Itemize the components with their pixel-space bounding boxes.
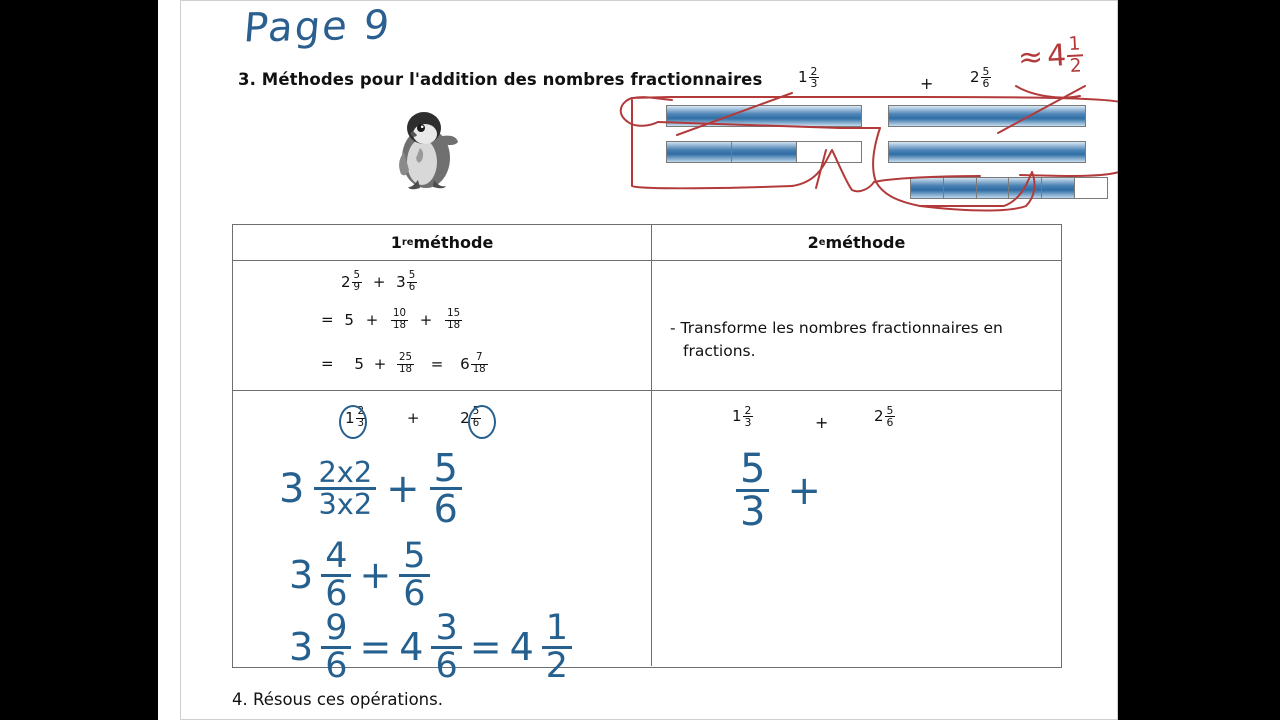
header-cell-method1 <box>233 225 652 260</box>
hw-operator: + <box>386 465 420 512</box>
fraction-numerator: 3 <box>435 608 458 648</box>
work-right-operator: + <box>815 413 829 432</box>
methods-table <box>232 224 1062 686</box>
fraction-denominator: 18 <box>472 363 486 375</box>
method1-step-3 <box>321 353 488 375</box>
fraction-denominator: 3 <box>744 416 752 430</box>
fraction-numerator: 2 <box>744 404 752 417</box>
worksheet-page <box>180 0 1118 720</box>
method2-ordinal-suffix: e <box>818 237 826 248</box>
instruction-line-2: fractions. <box>683 342 756 361</box>
table-work-row <box>233 391 1061 686</box>
fraction-numerator: 4 <box>325 536 348 576</box>
mixed-whole: 6 <box>460 354 470 373</box>
fraction-denominator: 6 <box>321 646 351 684</box>
fraction <box>809 66 820 90</box>
hw-fraction <box>542 608 572 686</box>
fraction-denominator: 6 <box>408 281 416 293</box>
hw-equals: = <box>469 625 502 670</box>
fraction-numerator: 2x2 <box>318 455 373 490</box>
hw-operator: + <box>359 553 392 598</box>
bar-cell <box>1042 178 1075 198</box>
operator: + <box>406 408 420 427</box>
hw-fraction <box>314 455 376 521</box>
operator: + <box>419 310 433 329</box>
bar-cell <box>977 178 1010 198</box>
work-right-hw-line-1 <box>736 446 821 535</box>
fraction <box>391 309 408 331</box>
fraction <box>981 66 992 90</box>
bar-cell <box>1009 178 1042 198</box>
fraction-numerator: 7 <box>475 352 483 363</box>
fraction <box>471 353 488 375</box>
fraction-bar-diagrams <box>666 105 1106 205</box>
hw-fraction <box>321 608 351 686</box>
bar-cell <box>732 142 797 162</box>
method2-word: méthode <box>825 233 906 252</box>
fraction-numerator: 25 <box>399 352 413 363</box>
mixed-whole: 4 <box>1046 37 1068 74</box>
hw-fraction <box>430 446 462 531</box>
whole-term: 5 <box>344 310 354 329</box>
blue-circle-whole-1 <box>339 405 367 439</box>
hw-equals: = <box>359 625 392 670</box>
top-expression-right-term <box>970 66 991 90</box>
mixed-whole: 2 <box>341 272 351 291</box>
instruction-line-1: - Transforme les nombres fractionnaires en <box>670 319 1003 337</box>
method1-title <box>233 225 651 260</box>
work-cell-left <box>233 391 652 686</box>
hw-operator: + <box>787 467 821 514</box>
fraction-numerator: 5 <box>472 406 480 417</box>
fraction <box>885 405 896 429</box>
mixed-whole: 2 <box>970 68 980 87</box>
operator: + <box>373 354 387 373</box>
blue-circle-whole-2 <box>468 405 496 439</box>
fraction-numerator: 1 <box>545 608 568 648</box>
fraction-numerator: 15 <box>447 308 461 319</box>
bar-whole <box>888 105 1086 127</box>
equals-sign: = <box>430 354 444 373</box>
fraction-denominator: 3x2 <box>314 487 376 519</box>
mixed-whole: 2 <box>460 408 470 427</box>
bar-thirds <box>666 141 862 163</box>
fraction-numerator: 2 <box>810 65 818 78</box>
equals-sign: = <box>321 310 334 329</box>
whole-term: 5 <box>354 354 364 373</box>
fraction <box>397 353 414 375</box>
fraction <box>352 271 362 293</box>
fraction-denominator: 2 <box>542 646 572 684</box>
table-header-row <box>233 225 1061 261</box>
method2-title <box>652 225 1061 260</box>
fraction-numerator: 5 <box>353 270 361 281</box>
bar-cell <box>667 106 861 126</box>
fraction-denominator: 6 <box>399 574 429 612</box>
equals-sign: = <box>321 354 334 373</box>
method1-number: 1 <box>390 233 402 252</box>
method2-instruction <box>670 317 1045 364</box>
mixed-whole: 3 <box>396 272 406 291</box>
bar-cell <box>911 178 944 198</box>
hw-fraction <box>321 536 351 614</box>
letterbox-left <box>0 0 158 720</box>
approx-symbol: ≈ <box>1017 39 1045 76</box>
fraction <box>743 405 754 429</box>
hw-fraction <box>431 608 461 686</box>
work-right-printed-expression <box>652 391 1061 666</box>
fraction <box>407 271 417 293</box>
bar-cell <box>944 178 977 198</box>
fraction-numerator: 10 <box>393 308 407 319</box>
bar-cell <box>889 106 1085 126</box>
method1-word: méthode <box>413 233 494 252</box>
fraction-denominator: 3 <box>357 417 365 429</box>
fraction-numerator: 9 <box>325 608 348 648</box>
fraction-denominator: 2 <box>1067 54 1084 76</box>
hw-whole: 4 <box>509 625 534 670</box>
work-left-hw-line-1 <box>279 446 462 531</box>
fraction-denominator: 18 <box>399 363 413 375</box>
fraction-denominator: 6 <box>430 487 462 528</box>
fraction-denominator: 18 <box>393 319 407 331</box>
operator: + <box>365 310 379 329</box>
fraction-denominator: 3 <box>736 489 769 532</box>
top-expression-left-term <box>798 66 819 90</box>
fraction-denominator: 6 <box>982 77 990 91</box>
mixed-whole: 1 <box>345 408 355 427</box>
hw-fraction <box>736 446 769 535</box>
mixed-whole: 1 <box>732 407 742 426</box>
fraction-numerator: 1 <box>1068 33 1082 56</box>
work-left-hw-line-3 <box>289 608 572 686</box>
fraction-numerator: 5 <box>433 446 458 490</box>
fraction-numerator: 5 <box>982 65 990 78</box>
table-body-row <box>233 261 1061 391</box>
fraction-denominator: 6 <box>321 574 351 612</box>
fraction-denominator: 6 <box>886 416 894 430</box>
handwritten-page-title: Page 9 <box>241 2 394 52</box>
work-right-term-b <box>874 405 895 429</box>
red-annotation-approx-result <box>1017 34 1084 78</box>
bar-cell <box>1075 178 1107 198</box>
hw-whole: 3 <box>289 625 314 670</box>
hw-whole: 4 <box>399 625 424 670</box>
top-expression-operator: + <box>920 74 934 93</box>
fraction <box>445 309 462 331</box>
fraction <box>1066 34 1084 76</box>
work-cell-right <box>652 391 1061 666</box>
fraction-numerator: 5 <box>740 446 766 492</box>
penguin-icon <box>380 100 470 195</box>
page-margin-left <box>158 0 180 720</box>
fraction-denominator: 18 <box>447 319 461 331</box>
bar-whole <box>666 105 862 127</box>
fraction-numerator: 2 <box>357 406 365 417</box>
fraction-numerator: 5 <box>403 536 426 576</box>
bar-cell <box>889 142 1085 162</box>
method1-step-2 <box>321 309 462 331</box>
letterbox-right <box>1118 0 1280 720</box>
fraction-denominator: 6 <box>431 646 461 684</box>
section-heading: 3. Méthodes pour l'addition des nombres fractionnaires <box>238 70 763 89</box>
method1-steps-cell <box>233 261 652 390</box>
fraction-numerator: 5 <box>886 404 894 417</box>
method2-instruction-cell <box>652 261 1061 390</box>
bar-cell <box>667 142 732 162</box>
operator: + <box>372 272 386 291</box>
bar-whole <box>888 141 1086 163</box>
bar-cell <box>797 142 861 162</box>
bottom-question-text: 4. Résous ces opérations. <box>232 690 443 709</box>
hw-fraction <box>399 536 429 614</box>
mixed-whole: 1 <box>798 68 808 87</box>
work-left-hw-line-2 <box>289 536 430 614</box>
mixed-whole: 2 <box>874 407 884 426</box>
bar-sixths <box>910 177 1108 199</box>
method1-step-1 <box>341 271 417 293</box>
fraction-numerator: 5 <box>408 270 416 281</box>
work-right-term-a <box>732 405 753 429</box>
fraction-denominator: 6 <box>472 417 480 429</box>
header-cell-method2 <box>652 225 1061 260</box>
method2-number: 2 <box>807 233 819 252</box>
fraction-denominator: 3 <box>810 77 818 91</box>
fraction-denominator: 9 <box>353 281 361 293</box>
hw-whole: 3 <box>289 553 314 598</box>
method1-ordinal-suffix: re <box>401 237 414 248</box>
hw-whole: 3 <box>279 465 305 512</box>
